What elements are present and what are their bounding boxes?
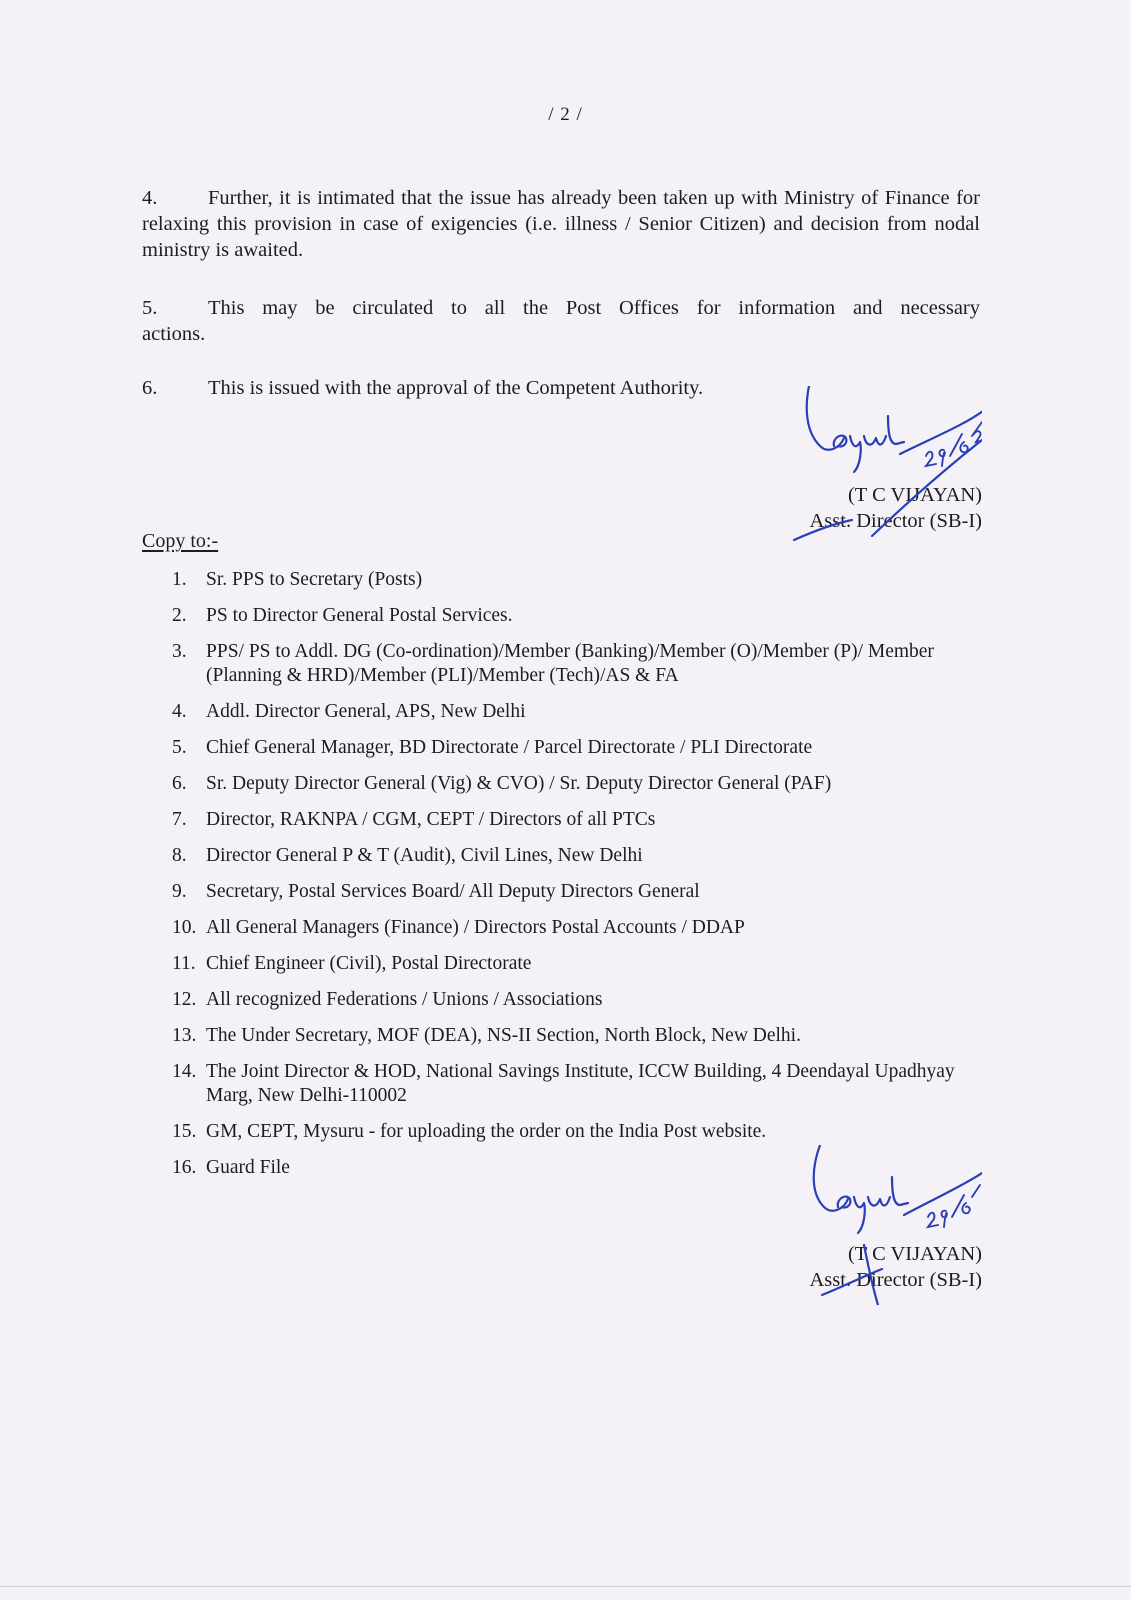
- list-item-number: 10.: [172, 917, 197, 938]
- list-item-number: 14.: [172, 1061, 197, 1082]
- list-item-text: All recognized Federations / Unions / Associations: [206, 989, 603, 1010]
- list-item-number: 2.: [172, 605, 187, 626]
- paragraph-number: 6.: [142, 377, 158, 399]
- list-item-text: All General Managers (Finance) / Directors Postal Accounts / DDAP: [206, 917, 745, 938]
- list-item-text: The Joint Director & HOD, National Savings Institute, ICCW Building, 4 Deendayal Upadhyay Marg, New Delhi-110002: [206, 1061, 955, 1106]
- list-item-number: 13.: [172, 1025, 197, 1046]
- list-item-text: GM, CEPT, Mysuru - for uploading the order on the India Post website.: [206, 1121, 767, 1142]
- list-item: [172, 1024, 972, 1048]
- list-item: [172, 952, 972, 976]
- list-item: [172, 880, 972, 904]
- list-item: [172, 988, 972, 1012]
- signatory-title: Asst. Director (SB-I): [809, 1269, 982, 1291]
- list-item-text: The Under Secretary, MOF (DEA), NS-II Section, North Block, New Delhi.: [206, 1025, 801, 1046]
- list-item: [172, 844, 972, 868]
- page-number: / 2 /: [548, 104, 583, 125]
- list-item-text: Secretary, Postal Services Board/ All Deputy Directors General: [206, 881, 700, 902]
- list-item: [172, 808, 972, 832]
- list-item-text: Director General P & T (Audit), Civil Lines, New Delhi: [206, 845, 643, 866]
- list-item: [172, 568, 972, 592]
- signatory-title: Asst. Director (SB-I): [809, 510, 982, 532]
- scan-edge-line: [0, 1586, 1131, 1587]
- copy-to-list: [172, 568, 972, 1192]
- list-item-text: Guard File: [206, 1157, 290, 1178]
- list-item-text: Director, RAKNPA / CGM, CEPT / Directors of all PTCs: [206, 809, 656, 830]
- list-item: [172, 916, 972, 940]
- list-item: [172, 604, 972, 628]
- list-item-text: Sr. Deputy Director General (Vig) & CVO) / Sr. Deputy Director General (PAF): [206, 773, 832, 794]
- list-item-text: Chief Engineer (Civil), Postal Directorate: [206, 953, 532, 974]
- list-item-text: PS to Director General Postal Services.: [206, 605, 513, 626]
- paragraph-text: This may be circulated to all the Post Offices for information and necessary actions.: [142, 297, 980, 345]
- list-item-number: 12.: [172, 989, 197, 1010]
- signature-block: [682, 1145, 982, 1293]
- list-item-text: Chief General Manager, BD Directorate / Parcel Directorate / PLI Directorate: [206, 737, 813, 758]
- paragraph-5: [142, 295, 980, 347]
- list-item-text: PPS/ PS to Addl. DG (Co-ordination)/Member (Banking)/Member (O)/Member (P)/ Member (Planning & HRD)/Member (PLI)/Member (Tech)/AS & FA: [206, 641, 934, 686]
- paragraph-text: Further, it is intimated that the issue has already been taken up with Ministry of Finance for relaxing this provision in case of exigencies (i.e. illness / Senior Citizen) and decision from nodal ministry is awaited.: [142, 187, 980, 261]
- list-item: [172, 1120, 972, 1144]
- list-item-number: 5.: [172, 737, 187, 758]
- list-item-number: 11.: [172, 953, 196, 974]
- paragraph-number: 4.: [142, 187, 158, 209]
- list-item: [172, 700, 972, 724]
- signatory-name: (T C VIJAYAN): [847, 1243, 982, 1265]
- list-item-number: 15.: [172, 1121, 197, 1142]
- list-item: [172, 640, 972, 688]
- list-item: [172, 772, 972, 796]
- list-item-number: 8.: [172, 845, 187, 866]
- paragraph-4: [142, 185, 980, 263]
- list-item-number: 3.: [172, 641, 187, 662]
- paragraph-number: 5.: [142, 297, 158, 319]
- list-item-number: 4.: [172, 701, 187, 722]
- list-item-text: Sr. PPS to Secretary (Posts): [206, 569, 423, 590]
- list-item-number: 1.: [172, 569, 187, 590]
- list-item-number: 7.: [172, 809, 187, 830]
- paragraph-text: This is issued with the approval of the Competent Authority.: [208, 377, 704, 399]
- list-item-number: 16.: [172, 1157, 197, 1178]
- list-item: [172, 736, 972, 760]
- copy-to-heading: Copy to:-: [142, 530, 219, 552]
- list-item-number: 6.: [172, 773, 187, 794]
- signature-block: [682, 386, 982, 534]
- list-item-number: 9.: [172, 881, 187, 902]
- list-item-text: Addl. Director General, APS, New Delhi: [206, 701, 526, 722]
- list-item: [172, 1060, 972, 1108]
- signatory-name: (T C VIJAYAN): [847, 484, 982, 506]
